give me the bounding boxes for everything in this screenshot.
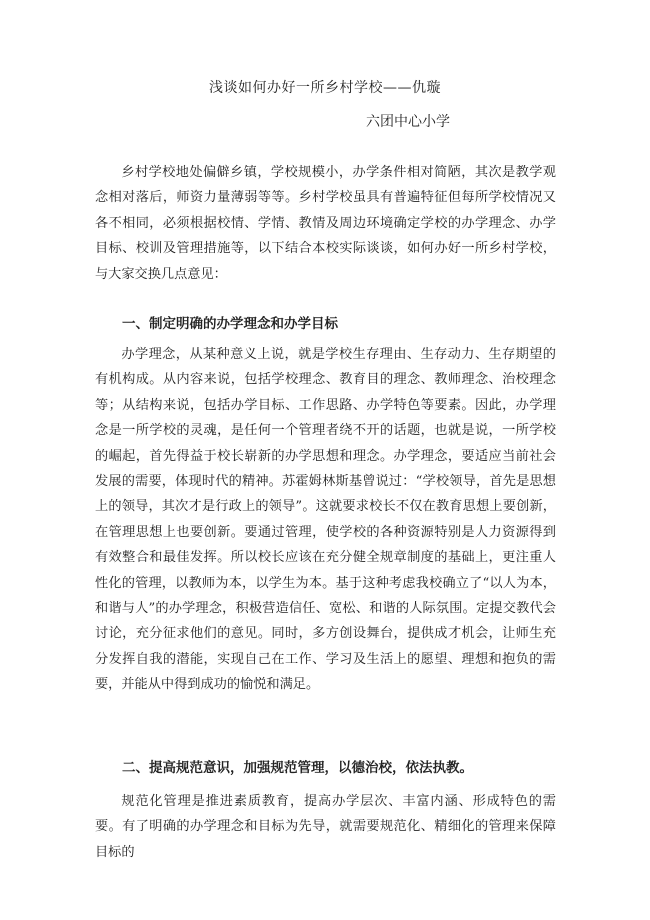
intro-paragraph: 乡村学校地处偏僻乡镇，学校规模小，办学条件相对简陋，其次是教学观念相对落后，师资力量薄弱等等。乡村学校虽具有普遍特征但每所学校情况又各不相同，必须根据校情、学情、教情及周边环境确定学校的办学理念、办学目标、校训及管理措施等，以下结合本校实际谈谈，如何办好一所乡村学校，与大家交换几点意见： [95,165,556,282]
section-2-heading: 二、提高规范意识，加强规范管理，以德治校，依法执教。 [122,760,473,776]
document-title: 浅谈如何办好一所乡村学校——仇璇 [209,80,441,96]
section-1-paragraph: 办学理念，从某种意义上说，就是学校生存理由、生存动力、生存期望的有机构成。从内容来说，包括学校理念、教育目的理念、教师理念、治校理念等；从结构来说，包括办学目标、工作思路、办学特色等要素。因此，办学理念是一所学校的灵魂，是任何一个管理者绕不开的话题，也就是说，一所学校的崛起，首先得益于校长崭新的办学思想和理念。办学理念，要适应当前社会发展的需要，体现时代的精神。苏霍姆林斯基曾说过：“学校领导，首先是思想上的领导，其次才是行政上的领导”。这就要求校长不仅在教育思想上要创新，在管理思想上也要创新。要通过管理，使学校的各种资源特别是人力资源得到有效整合和最佳发挥。所以校长应该在充分健全规章制度的基础上，更注重人性化的管理，以教师为本，以学生为本。基于这种考虑我校确立了“以人为本，和谐与人”的办学理念，积极营造信任、宽松、和谐的人际氛围。定提交教代会讨论，充分征求他们的意见。同时，多方创设舞台，提供成才机会，让师生充分发挥自我的潜能，实现自己在工作、学习及生活上的愿望、理想和抱负的需要，并能从中得到成功的愉悦和满足。 [95,347,556,693]
section-2-paragraph: 规范化管理是推进素质教育，提高办学层次、丰富内涵、形成特色的需要。有了明确的办学理念和目标为先导，就需要规范化、精细化的管理来保障目标的 [95,794,556,860]
section-1-heading: 一、制定明确的办学理念和办学目标 [122,316,338,332]
document-author: 六团中心小学 [366,114,450,130]
